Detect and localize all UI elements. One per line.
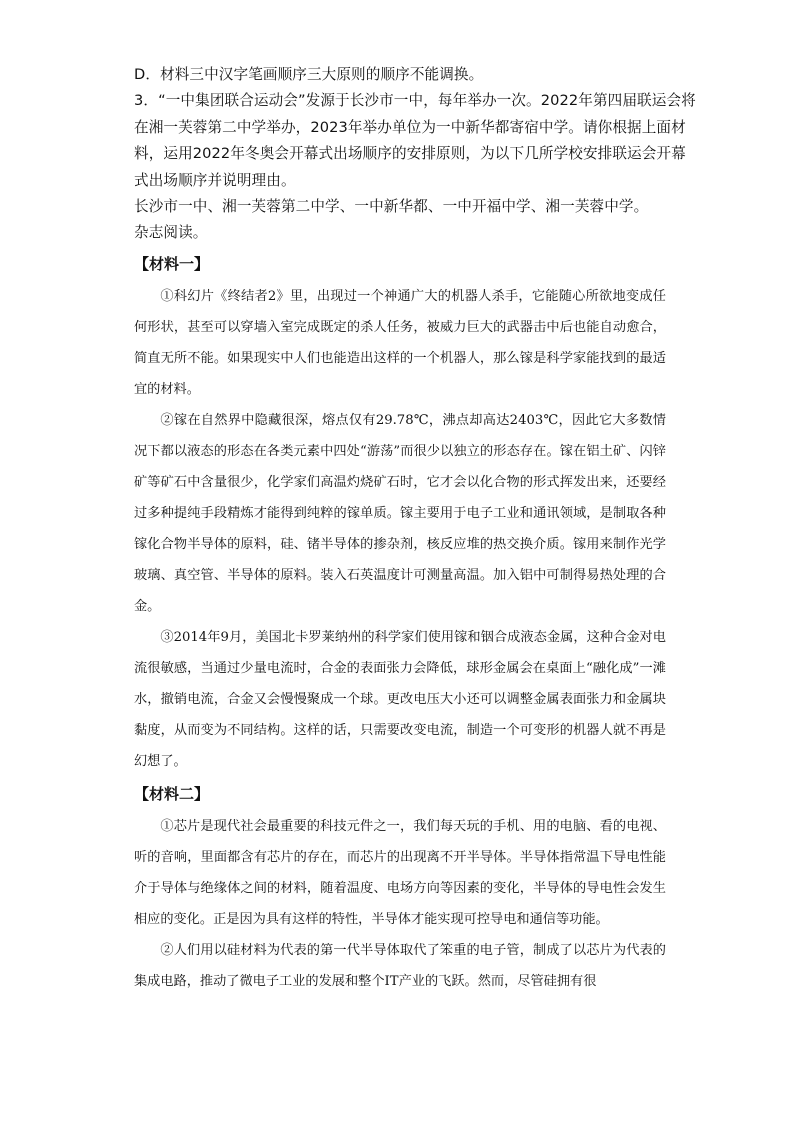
material-two-heading: 【材料二】 [134, 784, 210, 803]
school-list: 长沙市一中、湘一芙蓉第二中学、一中新华都、一中开福中学、湘一芙蓉中学。 [134, 198, 649, 216]
material-one-paragraph-1: ①科幻片《终结者2》里，出现过一个神通广大的机器人杀手，它能随心所欲地变成任何形状，甚至可以穿墙入室完成既定的杀人任务，被威力巨大的武器击中后也能自动愈合，简直无所不能。如果现实中人们也能造出这样的一个机器人，那么镓是科学家能找到的最适宜的材料。 [134, 288, 666, 397]
question-3-line-4: 式出场顺序并说明理由。 [134, 171, 296, 189]
material-two-paragraph-2: ②人们用以硅材料为代表的第一代半导体取代了笨重的电子管，制成了以芯片为代表的集成电路，推动了微电子工业的发展和整个IT产业的飞跃。然而，尽管硅拥有很 [134, 942, 666, 989]
question-3-line-2: 在湘一芙蓉第二中学举办，2023年举办单位为一中新华都寄宿中学。请你根据上面材 [134, 118, 686, 136]
material-one-paragraph-2: ②镓在自然界中隐藏很深，熔点仅有29.78℃，沸点却高达2403℃，因此它大多数情况下都以液态的形态在各类元素中四处“游荡”而很少以独立的形态存在。镓在铝土矿、闪锌矿等矿石中含量很少，化学家们高温灼烧矿石时，它才会以化合物的形式挥发出来，还要经过多种提纯手段精炼才能得到纯粹的镓单质。镓主要用于电子工业和通讯领域，是制取各种镓化合物半导体的原料，硅、锗半导体的掺杂剂，核反应堆的热交换介质。镓用来制作光学玻璃、真空管、半导体的原料。装入石英温度计可测量高温。加入铝中可制得易热处理的合金。 [134, 412, 666, 614]
question-3-line-3: 料，运用2022年冬奥会开幕式出场顺序的安排原则，为以下几所学校安排联运会开幕 [134, 145, 686, 163]
material-two-paragraph-1: ①芯片是现代社会最重要的科技元件之一，我们每天玩的手机、用的电脑、看的电视、听的音响，里面都含有芯片的存在，而芯片的出现离不开半导体。半导体指常温下导电性能介于导体与绝缘体之间的材料，随着温度、电场方向等因素的变化，半导体的导电性会发生相应的变化。正是因为具有这样的特性，半导体才能实现可控导电和通信等功能。 [134, 818, 666, 927]
question-3-line-1: 3．“一中集团联合运动会”发源于长沙市一中，每年举办一次。2022年第四届联运会将 [134, 92, 696, 110]
option-d: D．材料三中汉字笔画顺序三大原则的顺序不能调换。 [134, 66, 484, 83]
material-one-heading: 【材料一】 [134, 254, 210, 273]
document-content [134, 62, 696, 997]
section-title: 杂志阅读。 [134, 224, 208, 242]
material-one-paragraph-3: ③2014年9月，美国北卡罗莱纳州的科学家们使用镓和铟合成液态金属，这种合金对电流很敏感，当通过少量电流时，合金的表面张力会降低，球形金属会在桌面上“融化成”一滩水，撤销电流，合金又会慢慢聚成一个球。更改电压大小还可以调整金属表面张力和金属块黏度，从而变为不同结构。这样的话，只需要改变电流，制造一个可变形的机器人就不再是幻想了。 [134, 629, 666, 769]
